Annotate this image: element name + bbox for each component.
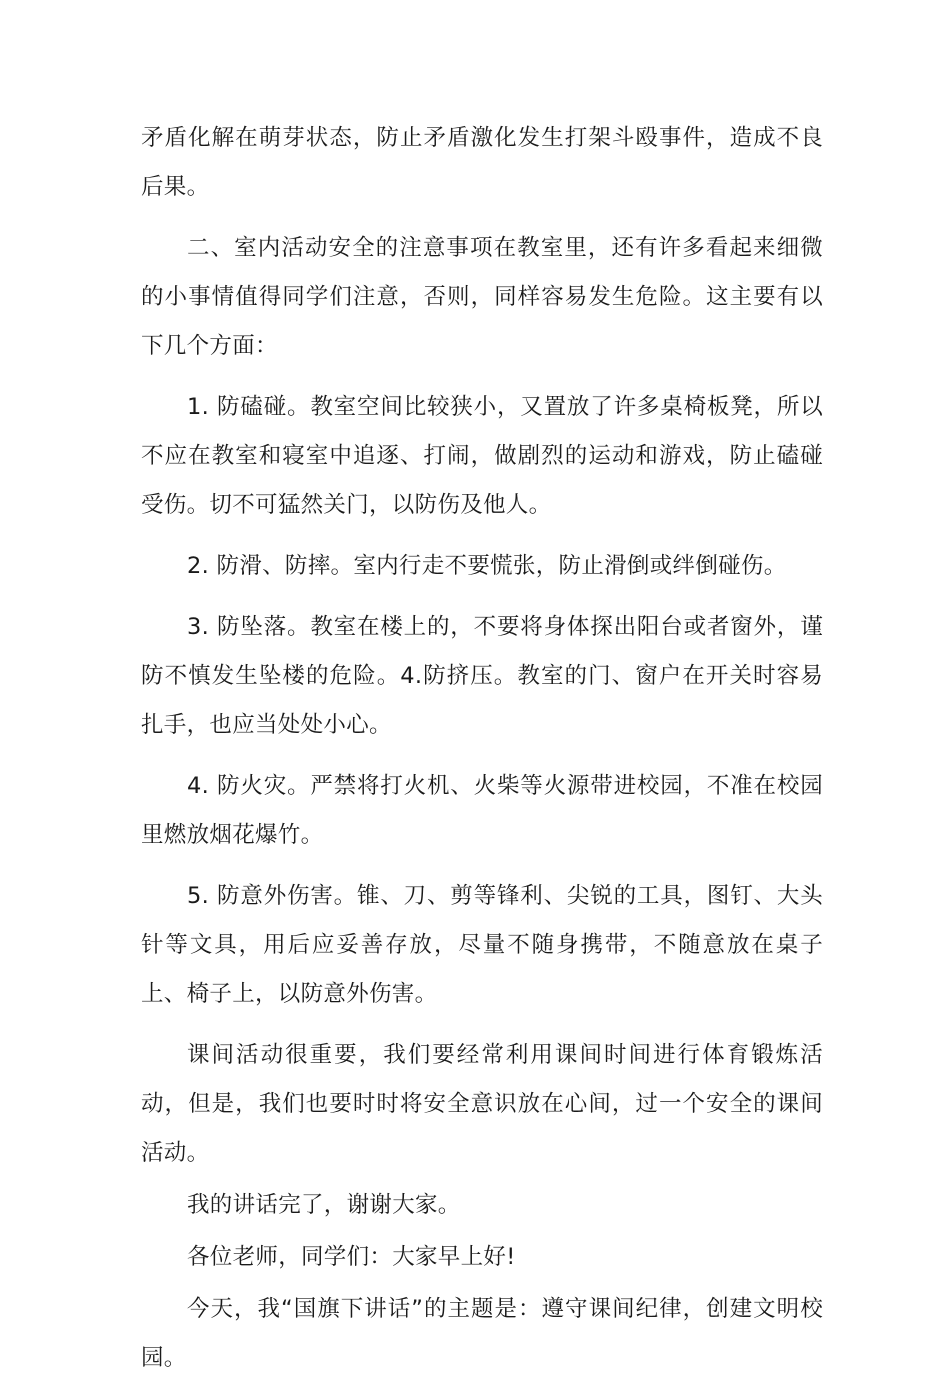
paragraph-section-heading: 二、室内活动安全的注意事项在教室里，还有许多看起来细微的小事情值得同学们注意，否则，同样容易发生危险。这主要有以下几个方面： bbox=[141, 235, 823, 359]
paragraph-item-1: 1. 防磕碰。教室空间比较狭小，又置放了许多桌椅板凳，所以不应在教室和寝室中追逐、打闹，做剧烈的运动和游戏，防止磕碰受伤。切不可猛然关门，以防伤及他人。 bbox=[141, 394, 823, 518]
paragraph-greeting: 各位老师，同学们：大家早上好! bbox=[187, 1244, 516, 1270]
paragraph-continuation: 矛盾化解在萌芽状态，防止矛盾激化发生打架斗殴事件，造成不良后果。 bbox=[141, 125, 823, 200]
paragraph-closing: 我的讲话完了，谢谢大家。 bbox=[187, 1192, 461, 1218]
paragraph-item-4: 4. 防火灾。严禁将打火机、火柴等火源带进校园，不准在校园里燃放烟花爆竹。 bbox=[141, 773, 823, 848]
paragraph-item-3: 3. 防坠落。教室在楼上的，不要将身体探出阳台或者窗外，谨防不慎发生坠楼的危险。4.防挤压。教室的门、窗户在开关时容易扎手，也应当处处小心。 bbox=[141, 614, 823, 738]
document-body bbox=[141, 114, 823, 1386]
paragraph-summary: 课间活动很重要，我们要经常利用课间时间进行体育锻炼活动，但是，我们也要时时将安全意识放在心间，过一个安全的课间活动。 bbox=[141, 1042, 823, 1166]
paragraph-item-2: 2. 防滑、防摔。室内行走不要慌张，防止滑倒或绊倒碰伤。 bbox=[187, 553, 787, 579]
paragraph-topic: 今天，我“国旗下讲话”的主题是：遵守课间纪律，创建文明校园。 bbox=[141, 1296, 823, 1371]
paragraph-item-5: 5. 防意外伤害。锥、刀、剪等锋利、尖锐的工具，图钉、大头针等文具，用后应妥善存放，尽量不随身携带，不随意放在桌子上、椅子上，以防意外伤害。 bbox=[141, 883, 823, 1007]
